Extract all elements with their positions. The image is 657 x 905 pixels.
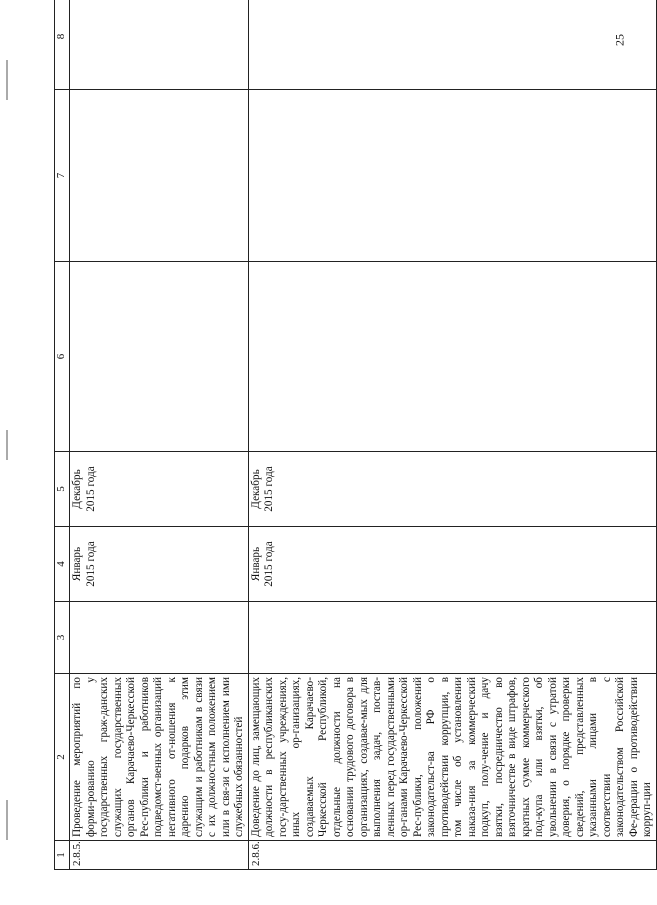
row-start-date	[70, 527, 249, 602]
start-year: 2015 года	[263, 541, 275, 587]
start-year: 2015 года	[84, 541, 97, 587]
end-year: 2015 года	[263, 466, 275, 512]
scan-edge-mark-bottom	[6, 800, 8, 840]
row-measure-text: Доведение до лиц, замещающих должности в республиканских госу-дарственных учреждениях, иных ор-ганизациях, создаваемых Карачаево-Черкесской Республикой, отдельные должности на основании трудового договора в организациях, создавае-мых для выполнения задач, постав-ленных перед государственными ор-ганами Карачаево-Черкесской Рес-публики, положений законодательст-ва РФ о противодействии коррупции, в том числе об установлении наказа-ния за коммерческий подкуп, полу-чение и дачу взятки, посредничество во взяточничестве в виде штрафов, кратных сумме коммерческого под-купа или взятки, об увольнении в связи с утратой доверия, о порядке проверки сведений, представленных указанными лицами в соответствии с законодательством Российской Фе-дерации о противодействии корруп-ции	[248, 674, 656, 841]
row-col-8	[248, 0, 656, 90]
row-col-3	[70, 602, 249, 674]
header-col-3: 3	[55, 602, 70, 674]
start-month: Январь	[71, 546, 83, 582]
table-header-row	[55, 0, 70, 870]
row-col-6	[248, 262, 656, 452]
header-col-8: 8	[55, 0, 70, 90]
row-start-date	[248, 527, 656, 602]
row-col-7	[248, 90, 656, 262]
header-col-7: 7	[55, 90, 70, 262]
row-col-7	[70, 90, 249, 262]
plan-table	[54, 0, 657, 870]
header-col-1: 1	[55, 841, 70, 870]
end-month: Декабрь	[71, 469, 83, 509]
row-end-date	[70, 452, 249, 527]
header-col-2: 2	[55, 674, 70, 841]
row-number: 2.8.5.	[70, 841, 249, 870]
row-col-8	[70, 0, 249, 90]
header-col-5: 5	[55, 452, 70, 527]
scan-edge-mark-top	[6, 60, 8, 100]
end-year: 2015 года	[84, 466, 97, 512]
row-measure-text: Проведение мероприятий по форми-рованию у государственных граж-данских служащих государственных органов Карачаево-Черкесской Рес-публики и работников подведомст-венных организаций негативного от-ношения к дарению подарков этим служащим и работникам в связи с их должностным положением или в свя-зи с исполнением ими служебных обязанностей	[70, 674, 249, 841]
scan-edge-mark-middle	[6, 430, 8, 460]
end-month: Декабрь	[249, 469, 262, 509]
page-number: 25	[612, 34, 627, 46]
row-number: 2.8.6.	[248, 841, 656, 870]
table-row	[248, 0, 656, 870]
row-col-3	[248, 602, 656, 674]
start-month: Январь	[249, 546, 262, 582]
header-col-6: 6	[55, 262, 70, 452]
header-col-4: 4	[55, 527, 70, 602]
table-row	[70, 0, 249, 870]
row-end-date	[248, 452, 656, 527]
row-col-6	[70, 262, 249, 452]
